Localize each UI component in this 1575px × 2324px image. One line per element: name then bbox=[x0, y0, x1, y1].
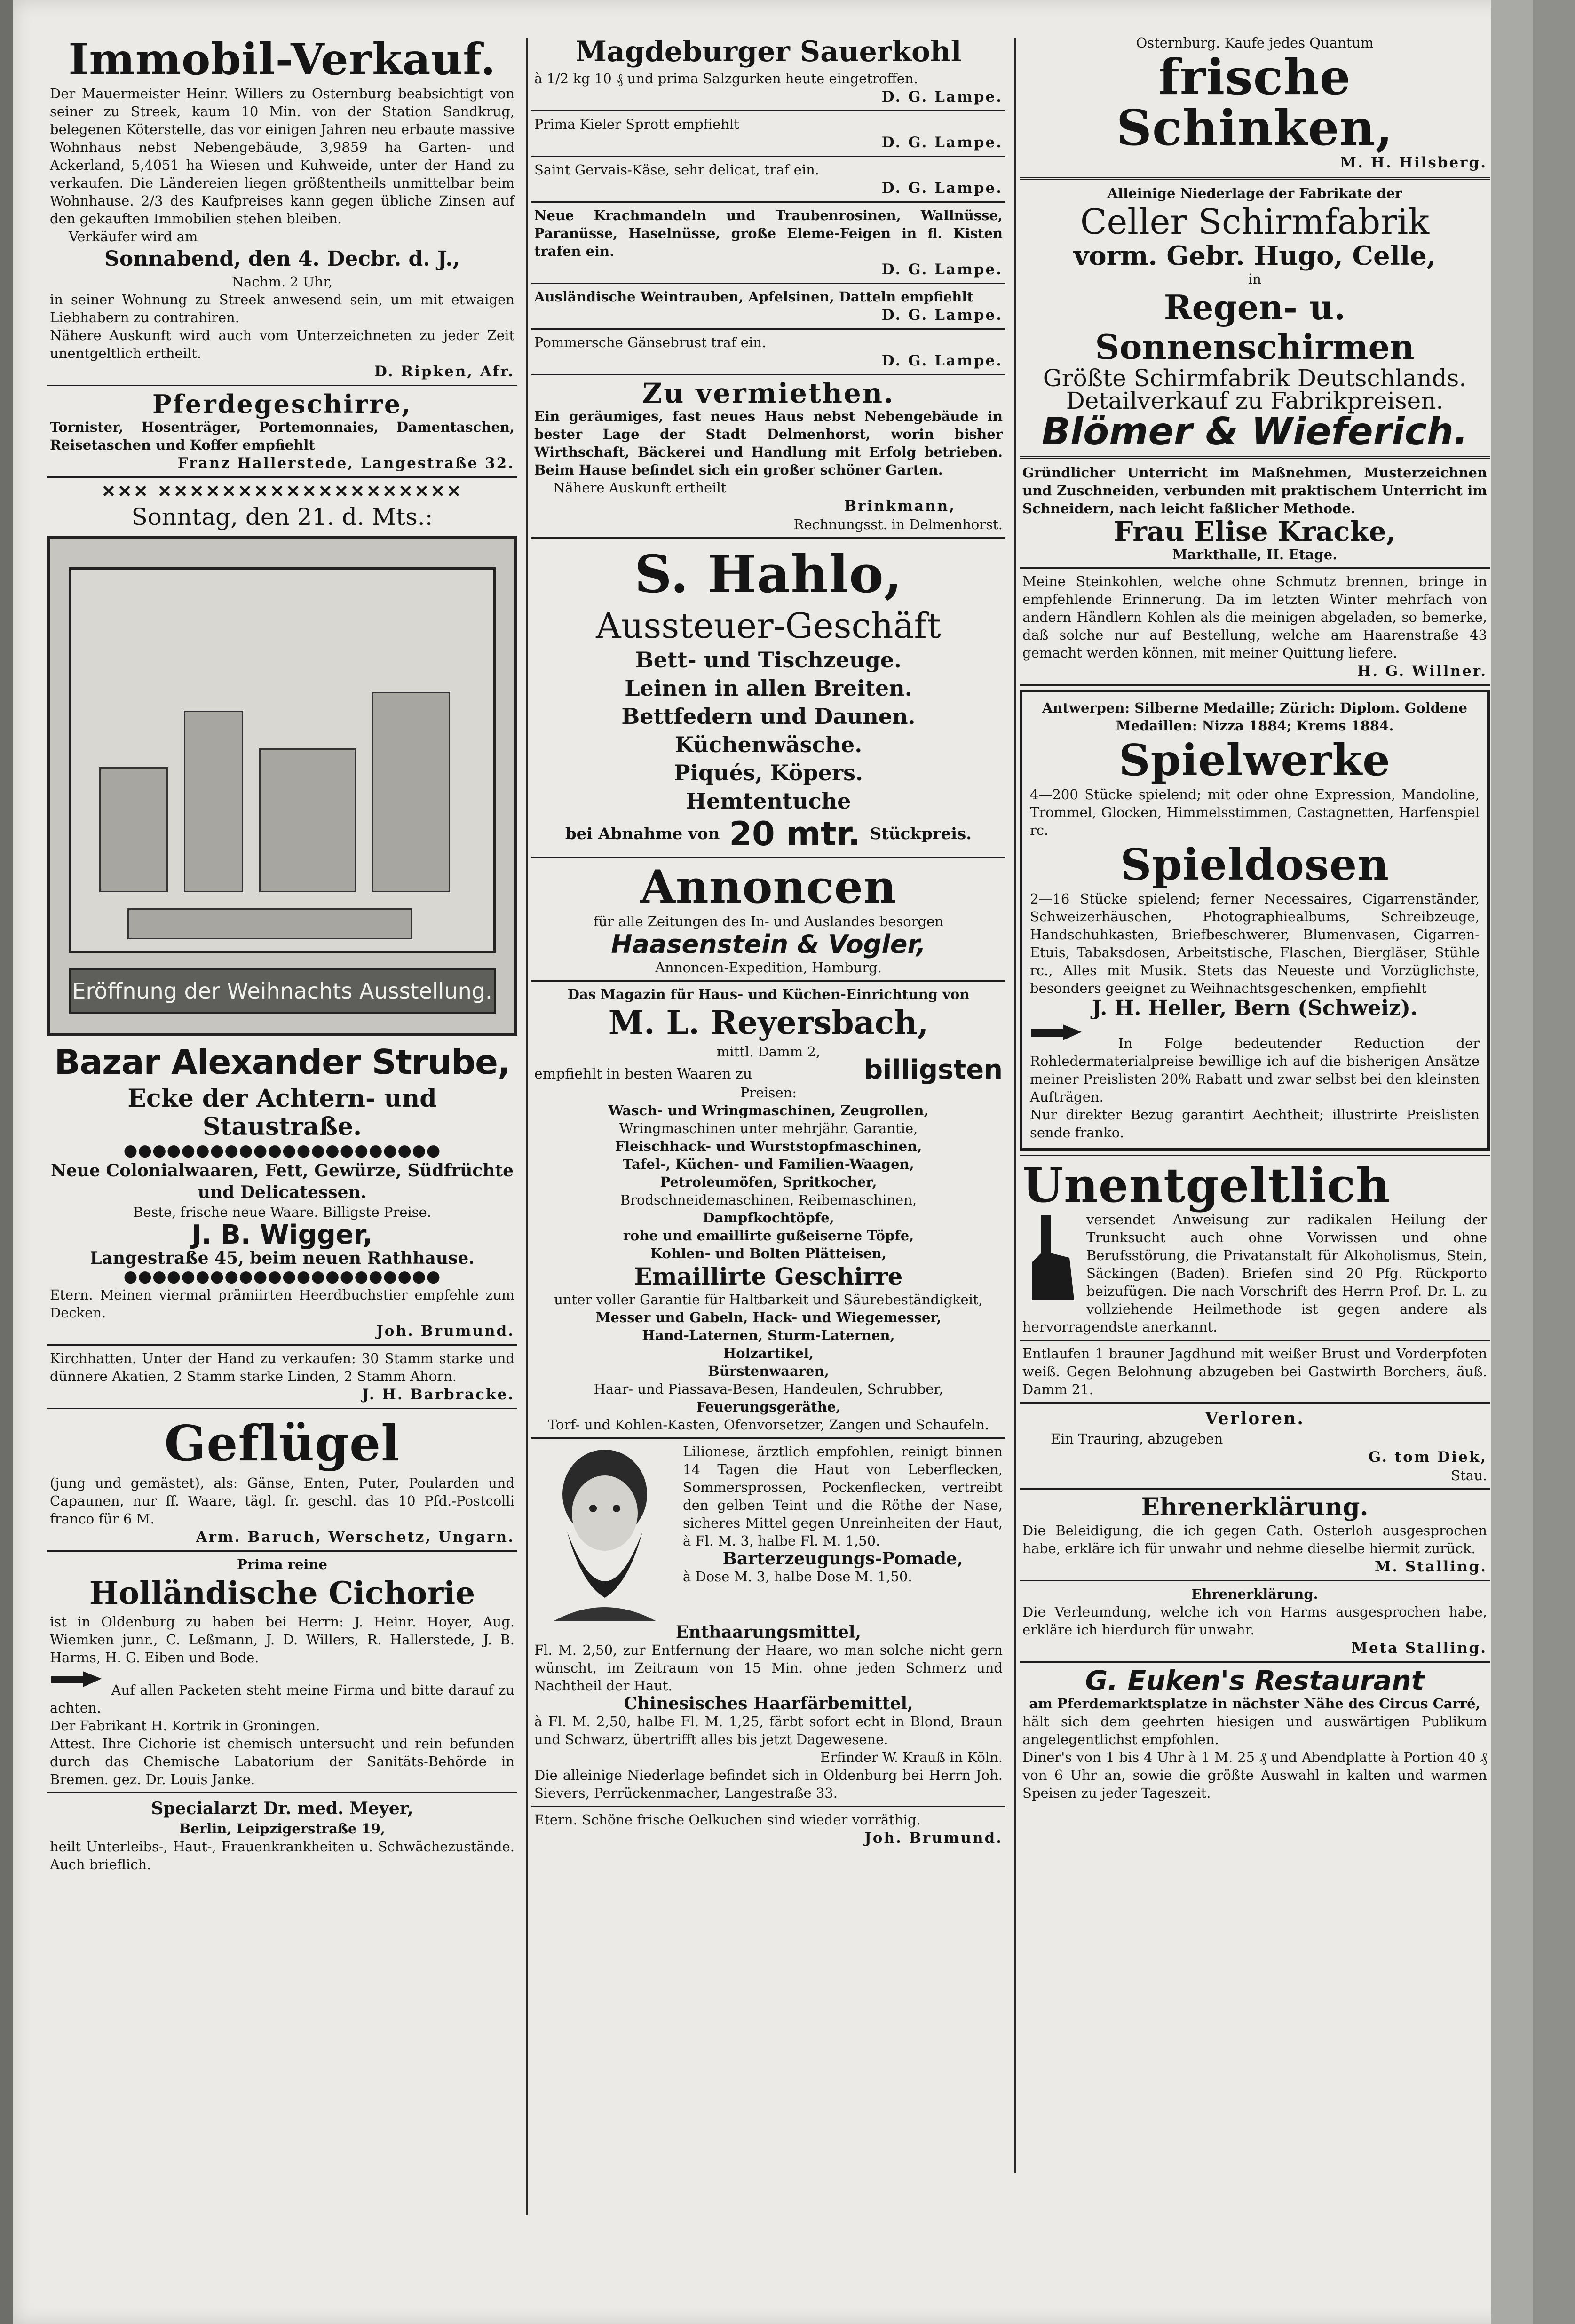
ad-body: (jung und gemästet), als: Gänse, Enten, Puter, Poularden und Capaunen, nur ff. Waare, tägl. fr. geschl. das 10 Pfd.-Postcolli franco für 6 M. bbox=[50, 1475, 514, 1527]
ad-body: Die Beleidigung, die ich gegen Cath. Osterloh ausgesprochen habe, erkläre ich für unwahr und nehme dieselbe hiermit zurück. bbox=[1022, 1523, 1487, 1556]
ad-schinken bbox=[1020, 34, 1490, 172]
ad-highlight: billigsten bbox=[864, 1055, 1003, 1085]
ad-text: à Fl. M. 2,50, halbe Fl. M. 1,25, färbt sofort echt in Blond, Braun und Schwarz, übertrifft alles bis jetzt Dagewesene. bbox=[534, 1713, 1003, 1747]
divider bbox=[531, 374, 1005, 375]
divider bbox=[1020, 1155, 1490, 1156]
ad-text: Der Fabrikant H. Kortrik in Groningen. bbox=[50, 1718, 320, 1734]
sonntag-heading: Sonntag, den 21. d. Mts.: bbox=[131, 503, 433, 531]
ad-line: Emaillirte Geschirre bbox=[634, 1262, 903, 1290]
ad-body: Meine Steinkohlen, welche ohne Schmutz brennen, bringe in empfehlende Erinnerung. Da im letzten Winter mehrfach von andern Händlern Kohlen als die meinigen abgeladen, so bemerke, daß solche nur auf Bestellung, welche am Haarenstraße 43 gemacht werden können, mit meiner Quittung liefere. bbox=[1022, 573, 1487, 661]
column-rule bbox=[526, 38, 528, 2215]
ad-line: Tafel-, Küchen- und Familien-Waagen, bbox=[623, 1156, 914, 1172]
ad-body: Gründlicher Unterricht im Maßnehmen, Musterzeichnen und Zuschneiden, verbunden mit praktischem Unterricht im Schneidern, nach leicht faßlicher Methode. bbox=[1022, 465, 1487, 516]
ad-line: Küchenwäsche. bbox=[674, 732, 863, 757]
ad-ehrenerklaerung-1 bbox=[1020, 1493, 1490, 1576]
ad-line: Kohlen- und Bolten Plätteisen, bbox=[650, 1245, 886, 1261]
ad-body: à 1/2 kg 10 ₰ und prima Salzgurken heute eingetroffen. bbox=[534, 71, 918, 87]
ad-title: G. Euken's Restaurant bbox=[1085, 1665, 1425, 1697]
ad-line: vorm. Gebr. Hugo, Celle, bbox=[1073, 240, 1436, 271]
ad-title: Magdeburger Sauerkohl bbox=[575, 35, 962, 68]
divider bbox=[47, 1792, 517, 1793]
ad-address: Markthalle, II. Etage. bbox=[1172, 547, 1338, 563]
ad-euken-restaurant bbox=[1020, 1666, 1490, 1802]
ad-text: Das Magazin für Haus- und Küchen-Einrichtung von bbox=[567, 986, 970, 1002]
ad-title: Pferdegeschirre, bbox=[152, 389, 412, 419]
divider bbox=[531, 980, 1005, 982]
ad-text: in bbox=[1248, 271, 1261, 287]
ad-body: Der Mauermeister Heinr. Willers zu Osternburg beabsichtigt von seiner zu Streek, kaum 10 Min. von der Station Sandkrug, belegenen Köterstelle, das vor einigen Jahren neu erbaute massive Wohnhaus nebst Nebengebäude, 3,9859 ha Garten- und Ackerland, 5,4051 ha Wiesen und Kuhweide, unter der Hand zu verkaufen. Die Ländereien liegen größtentheils unmittelbar beim Wohnhause. 2/3 des Kaufpreises kann gegen übliche Zinsen auf den gekauften Immobilien stehen bleiben. bbox=[50, 86, 514, 227]
ad-body: Lilionese, ärztlich empfohlen, reinigt binnen 14 Tagen die Haut von Leberflecken, Sommersprossen, Pockenflecken, vertreibt den gelben Teint und die Röthe der Nase, sicheres Mittel gegen Unreinheiten der Haut, à Fl. M. 3, halbe Fl. M. 1,50. bbox=[683, 1444, 1003, 1549]
ad-kirchhatten bbox=[47, 1349, 517, 1404]
ad-willner bbox=[1020, 572, 1490, 681]
ad-address: Berlin, Leipzigerstraße 19, bbox=[179, 1821, 385, 1837]
ad-product: Chinesisches Haarfärbemittel, bbox=[624, 1694, 913, 1713]
divider bbox=[47, 385, 517, 386]
ad-signature: M. Stalling. bbox=[1374, 1558, 1487, 1575]
divider bbox=[1020, 567, 1490, 569]
ad-line: Detailverkauf zu Fabrikpreisen. bbox=[1066, 387, 1444, 414]
ad-line: Bettfedern und Daunen. bbox=[621, 704, 916, 729]
ad-title: Immobil-Verkauf. bbox=[68, 34, 496, 85]
divider bbox=[531, 537, 1005, 539]
ad-text: Stückpreis. bbox=[870, 825, 972, 843]
divider bbox=[1020, 684, 1490, 686]
ad-bazar-strube bbox=[47, 1039, 517, 1141]
ad-weintrauben bbox=[531, 288, 1005, 325]
ad-title: Specialarzt Dr. med. Meyer, bbox=[151, 1799, 413, 1818]
column-right bbox=[1020, 34, 1490, 2216]
ad-jagdhund bbox=[1020, 1345, 1490, 1398]
shop-window-frame bbox=[69, 567, 496, 953]
ad-text: à Dose M. 3, halbe Dose M. 1,50. bbox=[683, 1569, 912, 1585]
ad-signature-sub: Rechnungsst. in Delmenhorst. bbox=[793, 516, 1003, 532]
ad-title: Holländische Cichorie bbox=[89, 1575, 475, 1611]
column-left bbox=[47, 34, 517, 2254]
ad-gefluegel bbox=[47, 1413, 517, 1547]
ad-body: versendet Anweisung zur radikalen Heilung der Trunksucht auch ohne Vorwissen und ohne Berufsstörung, die Privatanstalt für Alkoholismus, Stein, Säckingen (Baden). Briefen sind 20 Pfg. Rückporto beizufügen. Die nach Vorschrift des Herrn Prof. Dr. L. zu vollziehende Heilmethode ist gegen andere als hervorragendste anerkannt. bbox=[1022, 1212, 1487, 1335]
ad-line bbox=[534, 1055, 1003, 1085]
toy-windmill bbox=[99, 767, 168, 892]
ad-celler-schirmfabrik bbox=[1020, 184, 1490, 452]
ad-title: Ehrenerklärung. bbox=[1141, 1493, 1369, 1522]
newspaper-page bbox=[13, 0, 1533, 2324]
divider bbox=[47, 1344, 517, 1346]
ad-text: Fl. M. 2,50, zur Entfernung der Haare, wo man solche nicht gern wünscht, im Zeitraum von 15 Min. ohne jeden Schmerz und Nachtheil der Haut. bbox=[534, 1642, 1003, 1694]
page-edge bbox=[1491, 0, 1533, 2324]
ad-note bbox=[50, 1666, 514, 1717]
ad-text: in seiner Wohnung zu Streek anwesend sein, um mit etwaigen Liebhabern zu contrahiren. bbox=[50, 292, 514, 325]
ad-line: Hand-Laternen, Sturm-Laternen, bbox=[642, 1327, 895, 1343]
ad-line: Bett- und Tischzeuge. bbox=[635, 647, 902, 673]
ad-gaensebrust bbox=[531, 333, 1005, 370]
ad-subtitle: am Pferdemarktsplatze in nächster Nähe des Circus Carré, bbox=[1029, 1696, 1480, 1712]
divider bbox=[531, 156, 1005, 157]
ad-name: Haasenstein & Vogler, bbox=[611, 929, 926, 959]
divider bbox=[531, 201, 1005, 203]
ad-body: ist in Oldenburg zu haben bei Herrn: J. Heinr. Hoyer, Aug. Wiemken junr., C. Leßmann, J. D. Willers, R. Hallerstede, J. B. Harms, H. G. Eiben und Bode. bbox=[50, 1614, 514, 1666]
ad-kracke bbox=[1020, 464, 1490, 563]
divider bbox=[531, 1806, 1005, 1807]
ad-line: rohe und emaillirte gußeiserne Töpfe, bbox=[623, 1228, 914, 1244]
pointing-hand-icon bbox=[50, 1666, 106, 1695]
ad-signature: H. G. Willner. bbox=[1357, 663, 1487, 680]
ad-subtitle: Ecke der Achtern- und Staustraße. bbox=[127, 1084, 437, 1141]
ad-line: Holzartikel, bbox=[723, 1345, 814, 1361]
divider bbox=[1020, 456, 1490, 459]
ad-title: Bazar Alexander Strube, bbox=[54, 1042, 510, 1082]
ad-body: 2—16 Stücke spielend; ferner Necessaires, Cigarrenständer, Schweizerhäuschen, Photographiealbums, Schreibzeuge, Handschuhkasten, Briefbeschwerer, Blumenvasen, Cigarren-Etuis, Tabaksdosen, Arbeitstische, Flaschen, Biergläser, Stühle rc., Alles mit Musik. Stets das Neueste und Vorzüglichste, besonders geeignet zu Weihnachtsgeschenken, empfiehlt bbox=[1030, 891, 1480, 996]
ad-product: Barterzeugungs-Pomade, bbox=[722, 1549, 963, 1569]
ad-body: 4—200 Stücke spielend; mit oder ohne Expression, Mandoline, Trommel, Glocken, Himmelsstimmen, Castagnetten, Harfenspiel rc. bbox=[1030, 786, 1480, 838]
ad-text: Die alleinige Niederlage befindet sich in Oldenburg bei Herrn Joh. Sievers, Perrückenmacher, Langestraße 33. bbox=[534, 1767, 1003, 1801]
divider bbox=[531, 328, 1005, 330]
ad-oelkuchen bbox=[531, 1811, 1005, 1848]
divider bbox=[47, 476, 517, 478]
ad-signature: D. Ripken, Afr. bbox=[374, 363, 514, 380]
ad-highlight: 20 mtr. bbox=[729, 815, 861, 853]
ad-signature: D. G. Lampe. bbox=[881, 134, 1003, 151]
bearded-man-portrait bbox=[534, 1443, 675, 1621]
ad-line: Fleischhack- und Wurststopfmaschinen, bbox=[615, 1138, 922, 1154]
ad-line: Bürstenwaaren, bbox=[708, 1363, 829, 1379]
ad-note-text: Auf allen Packeten steht meine Firma und bitte darauf zu achten. bbox=[50, 1682, 515, 1716]
divider bbox=[1020, 1340, 1490, 1341]
ad-reyersbach bbox=[531, 985, 1005, 1434]
ad-signature: Brinkmann, bbox=[844, 498, 956, 515]
ad-title: S. Hahlo, bbox=[634, 544, 902, 604]
ad-signature: Joh. Brumund. bbox=[864, 1830, 1003, 1847]
ad-annoncen bbox=[531, 862, 1005, 976]
ad-signature: Franz Hallerstede, Langestraße 32. bbox=[177, 455, 514, 472]
ad-text: Antwerpen: Silberne Medaille; Zürich: Diplom. Goldene Medaillen: Nizza 1884; Krems 1884. bbox=[1042, 700, 1467, 734]
ad-title: Spielwerke bbox=[1119, 735, 1391, 785]
raised-hand-icon bbox=[1022, 1211, 1079, 1305]
ad-signature: J. H. Barbracke. bbox=[362, 1386, 514, 1403]
ad-brumund-bull bbox=[47, 1286, 517, 1340]
ad-line: Dampfkochtöpfe, bbox=[703, 1210, 834, 1226]
ad-title: Verloren. bbox=[1205, 1409, 1305, 1428]
ad-body: Pommersche Gänsebrust traf ein. bbox=[534, 334, 767, 350]
ad-body: Etern. Meinen viermal prämiirten Heerdbuchstier empfehle zum Decken. bbox=[50, 1287, 514, 1321]
ad-signature: D. G. Lampe. bbox=[881, 352, 1003, 369]
divider bbox=[1020, 177, 1490, 180]
divider bbox=[1020, 1661, 1490, 1663]
ad-signature: Joh. Brumund. bbox=[376, 1323, 514, 1340]
illustration-caption: Eröffnung der Weihnachts Ausstellung. bbox=[69, 968, 496, 1014]
ad-text: Nähere Auskunft wird auch vom Unterzeichneten zu jeder Zeit unentgeltlich ertheilt. bbox=[50, 327, 514, 361]
ad-text: Nachm. 2 Uhr, bbox=[231, 274, 333, 290]
ad-line: Haar- und Piassava-Besen, Handeulen, Schrubber, bbox=[594, 1381, 943, 1397]
divider bbox=[1020, 1580, 1490, 1581]
ad-line: Petroleumöfen, Spritkocher, bbox=[660, 1174, 877, 1190]
ad-lilionese bbox=[531, 1443, 1005, 1802]
ad-text: Alleinige Niederlage der Fabrikate der bbox=[1107, 185, 1402, 201]
ad-signature: D. G. Lampe. bbox=[881, 261, 1003, 278]
ad-body: Entlaufen 1 brauner Jagdhund mit weißer Brust und Vorderpfoten weiß. Gegen Belohnung abzugeben bei Gastwirth Borchers, äuß. Damm 21. bbox=[1022, 1346, 1487, 1397]
ornament-dots: ●●●●●●●●●●●●●●●●●●●●●● bbox=[123, 1141, 441, 1160]
ad-pferdegeschirre bbox=[47, 390, 517, 473]
ad-line: Regen- u. Sonnenschirmen bbox=[1095, 287, 1415, 367]
ad-title: Geflügel bbox=[164, 1414, 400, 1472]
ad-line: Messer und Gabeln, Hack- und Wiegemesser, bbox=[595, 1309, 942, 1325]
ad-line: Hemtentuche bbox=[686, 788, 851, 814]
ad-signature: D. G. Lampe. bbox=[881, 88, 1003, 105]
ad-title: Zu vermiethen. bbox=[642, 377, 895, 409]
ornament-dots: ●●●●●●●●●●●●●●●●●●●●●● bbox=[123, 1267, 441, 1286]
ad-line: Leinen in allen Breiten. bbox=[625, 675, 912, 701]
ad-title: frische Schinken, bbox=[1116, 48, 1393, 157]
ad-body: Ein Trauring, abzugeben bbox=[1051, 1431, 1223, 1447]
ad-ehrenerklaerung-2 bbox=[1020, 1585, 1490, 1658]
ad-sprott bbox=[531, 115, 1005, 152]
ad-body: heilt Unterleibs-, Haut-, Frauenkrankheiten u. Schwächezustände. Auch brieflich. bbox=[50, 1839, 514, 1872]
ad-line: Wasch- und Wringmaschinen, Zeugrollen, bbox=[608, 1103, 929, 1118]
ad-hahlo bbox=[531, 542, 1005, 853]
ad-dr-meyer bbox=[47, 1797, 517, 1873]
ad-text: Verkäufer wird am bbox=[69, 229, 198, 245]
binding-shadow bbox=[0, 0, 13, 2324]
ad-name: Blömer & Wieferich. bbox=[1041, 410, 1468, 453]
divider bbox=[531, 283, 1005, 284]
column-rule bbox=[1014, 38, 1016, 2173]
ad-signature-sub: Stau. bbox=[1451, 1467, 1487, 1483]
ad-line bbox=[534, 815, 1003, 853]
ad-text: Osternburg. Kaufe jedes Quantum bbox=[1136, 35, 1374, 51]
ad-signature: M. H. Hilsberg. bbox=[1340, 154, 1487, 171]
ad-body: Neue Krachmandeln und Traubenrosinen, Wallnüsse, Paranüsse, Haselnüsse, große Eleme-Feigen in fl. Kisten trafen ein. bbox=[534, 207, 1003, 259]
ad-signature: Arm. Baruch, Werschetz, Ungarn. bbox=[196, 1529, 514, 1546]
ad-address: mittl. Damm 2, bbox=[716, 1044, 821, 1060]
ad-line: Torf- und Kohlen-Kasten, Ofenvorsetzer, Zangen und Schaufeln. bbox=[548, 1417, 989, 1433]
ad-note-text: In Folge bedeutender Reduction der Rohledermaterialpreise bewillige ich auf die bisherigen Ansätze meiner Preislisten 20% Rabatt und zwar selbst bei den kleinsten Aufträgen. bbox=[1030, 1035, 1480, 1105]
ad-subtitle: Aussteuer-Geschäft bbox=[596, 606, 941, 646]
pointing-hand-icon bbox=[1030, 1020, 1086, 1048]
ad-unentgeltlich bbox=[1020, 1160, 1490, 1336]
ad-text: Annoncen-Expedition, Hamburg. bbox=[655, 960, 882, 976]
ad-address: Langestraße 45, beim neuen Rathhause. bbox=[90, 1248, 475, 1268]
ad-text: Beste, frische neue Waare. Billigste Preise. bbox=[133, 1204, 431, 1220]
ad-text: Nur direkter Bezug garantirt Aechtheit; illustrirte Preislisten sende franko. bbox=[1030, 1107, 1480, 1141]
ad-text: Prima reine bbox=[237, 1556, 327, 1572]
divider bbox=[531, 857, 1005, 858]
ad-line: Piqués, Köpers. bbox=[673, 760, 863, 785]
toy-castle bbox=[372, 692, 450, 892]
ad-wigger bbox=[47, 1160, 517, 1267]
toy-tower bbox=[184, 711, 243, 892]
toy-house bbox=[259, 748, 356, 892]
ad-text: Diner's von 1 bis 4 Uhr à 1 M. 25 ₰ und Abendplatte à Portion 40 ₰ von 6 Uhr an, sowie die größte Auswahl in kalten und warmen Speisen zu jeder Tageszeit. bbox=[1022, 1749, 1487, 1801]
ad-text: für alle Zeitungen des In- und Auslandes besorgen bbox=[594, 913, 943, 929]
ad-signature: Meta Stalling. bbox=[1351, 1640, 1487, 1657]
divider bbox=[1020, 1402, 1490, 1404]
ad-title: Annoncen bbox=[640, 860, 897, 913]
ad-name: J. B. Wigger, bbox=[191, 1220, 373, 1250]
ad-body: Ausländische Weintrauben, Apfelsinen, Datteln empfiehlt bbox=[534, 289, 973, 305]
ad-title: Spieldosen bbox=[1120, 839, 1390, 890]
ad-note bbox=[1030, 1020, 1480, 1106]
ad-body: Kirchhatten. Unter der Hand zu verkaufen: 30 Stamm starke und dünnere Akatien, 2 Stamm starke Linden, 2 Stamm Ahorn. bbox=[50, 1350, 514, 1384]
ad-signature: D. G. Lampe. bbox=[881, 180, 1003, 197]
divider bbox=[1020, 1488, 1490, 1490]
ad-name: M. L. Reyersbach, bbox=[608, 1004, 929, 1042]
ad-body: Tornister, Hosenträger, Portemonnaies, Damentaschen, Reisetaschen und Koffer empfiehlt bbox=[50, 419, 514, 453]
ad-name: Frau Elise Kracke, bbox=[1114, 516, 1396, 547]
divider bbox=[531, 110, 1005, 111]
ad-body: hält sich dem geehrten hiesigen und auswärtigen Publikum angelegentlichst empfohlen. bbox=[1022, 1713, 1487, 1747]
ad-verloren bbox=[1020, 1407, 1490, 1484]
ad-spielwerke bbox=[1020, 690, 1490, 1151]
ad-line: unter voller Garantie für Haltbarkeit und Säurebeständigkeit, bbox=[554, 1292, 983, 1308]
ad-text: Attest. Ihre Cichorie ist chemisch untersucht und rein befunden durch das Chemische Labatorium der Sanitäts-Behörde in Bremen. gez. Dr. Louis Janke. bbox=[50, 1736, 514, 1787]
ad-text: bei Abnahme von bbox=[565, 825, 720, 843]
christmas-display-illustration bbox=[47, 536, 517, 1036]
ad-cichorie bbox=[47, 1555, 517, 1788]
ad-body: Die Verleumdung, welche ich von Harms ausgesprochen habe, erkläre ich hierdurch für unwahr. bbox=[1022, 1604, 1487, 1638]
ad-immobil bbox=[47, 34, 517, 381]
ad-title: Celler Schirmfabrik bbox=[1080, 202, 1430, 242]
ad-body: Neue Colonialwaaren, Fett, Gewürze, Südfrüchte und Delicatessen. bbox=[51, 1161, 514, 1202]
ad-product: Enthaarungsmittel, bbox=[676, 1622, 861, 1642]
ad-signature: G. tom Diek, bbox=[1368, 1449, 1487, 1466]
ad-line: Feuerungsgeräthe, bbox=[696, 1399, 841, 1415]
ad-vermiethen bbox=[531, 379, 1005, 533]
ad-sauerkohl bbox=[531, 34, 1005, 106]
divider bbox=[47, 1550, 517, 1552]
divider bbox=[47, 1408, 517, 1409]
ad-text: Erfinder W. Krauß in Köln. bbox=[820, 1749, 1003, 1765]
ad-line: Größte Schirmfabrik Deutschlands. bbox=[1043, 365, 1467, 392]
ad-line: Brodschneidemaschinen, Reibemaschinen, bbox=[620, 1192, 917, 1208]
ad-body: Ein geräumiges, fast neues Haus nebst Nebengebäude in bester Lage der Stadt Delmenhorst, worin bisher Wirthschaft, Bäckerei und Handlung mit Erfolg betrieben. Beim Hause befindet sich ein großer schöner Garten. bbox=[534, 408, 1003, 478]
divider bbox=[531, 1437, 1005, 1439]
ad-title: Ehrenerklärung. bbox=[1191, 1586, 1318, 1602]
ad-title: Unentgeltlich bbox=[1022, 1158, 1391, 1213]
ad-mandeln bbox=[531, 206, 1005, 279]
ad-line: Wringmaschinen unter mehrjähr. Garantie, bbox=[619, 1120, 918, 1136]
ad-body: Etern. Schöne frische Oelkuchen sind wieder vorräthig. bbox=[534, 1812, 921, 1828]
ad-text: Preisen: bbox=[740, 1085, 797, 1101]
ad-date: Sonnabend, den 4. Decbr. d. J., bbox=[104, 247, 460, 271]
ad-gervais bbox=[531, 161, 1005, 198]
ad-body: Saint Gervais-Käse, sehr delicat, traf ein. bbox=[534, 162, 820, 178]
ad-text: Nähere Auskunft ertheilt bbox=[553, 480, 727, 496]
ad-name: J. H. Heller, Bern (Schweiz). bbox=[1092, 996, 1418, 1020]
column-middle bbox=[531, 34, 1005, 2216]
ad-body: Prima Kieler Sprott empfiehlt bbox=[534, 116, 739, 132]
ornament-crosses: ✕✕✕ ✕✕✕✕✕✕✕✕✕✕✕✕✕✕✕✕✕✕✕ bbox=[101, 482, 463, 501]
ad-signature: D. G. Lampe. bbox=[881, 307, 1003, 324]
toy-train bbox=[127, 908, 412, 939]
ad-text: empfiehlt in besten Waaren zu bbox=[534, 1066, 752, 1082]
